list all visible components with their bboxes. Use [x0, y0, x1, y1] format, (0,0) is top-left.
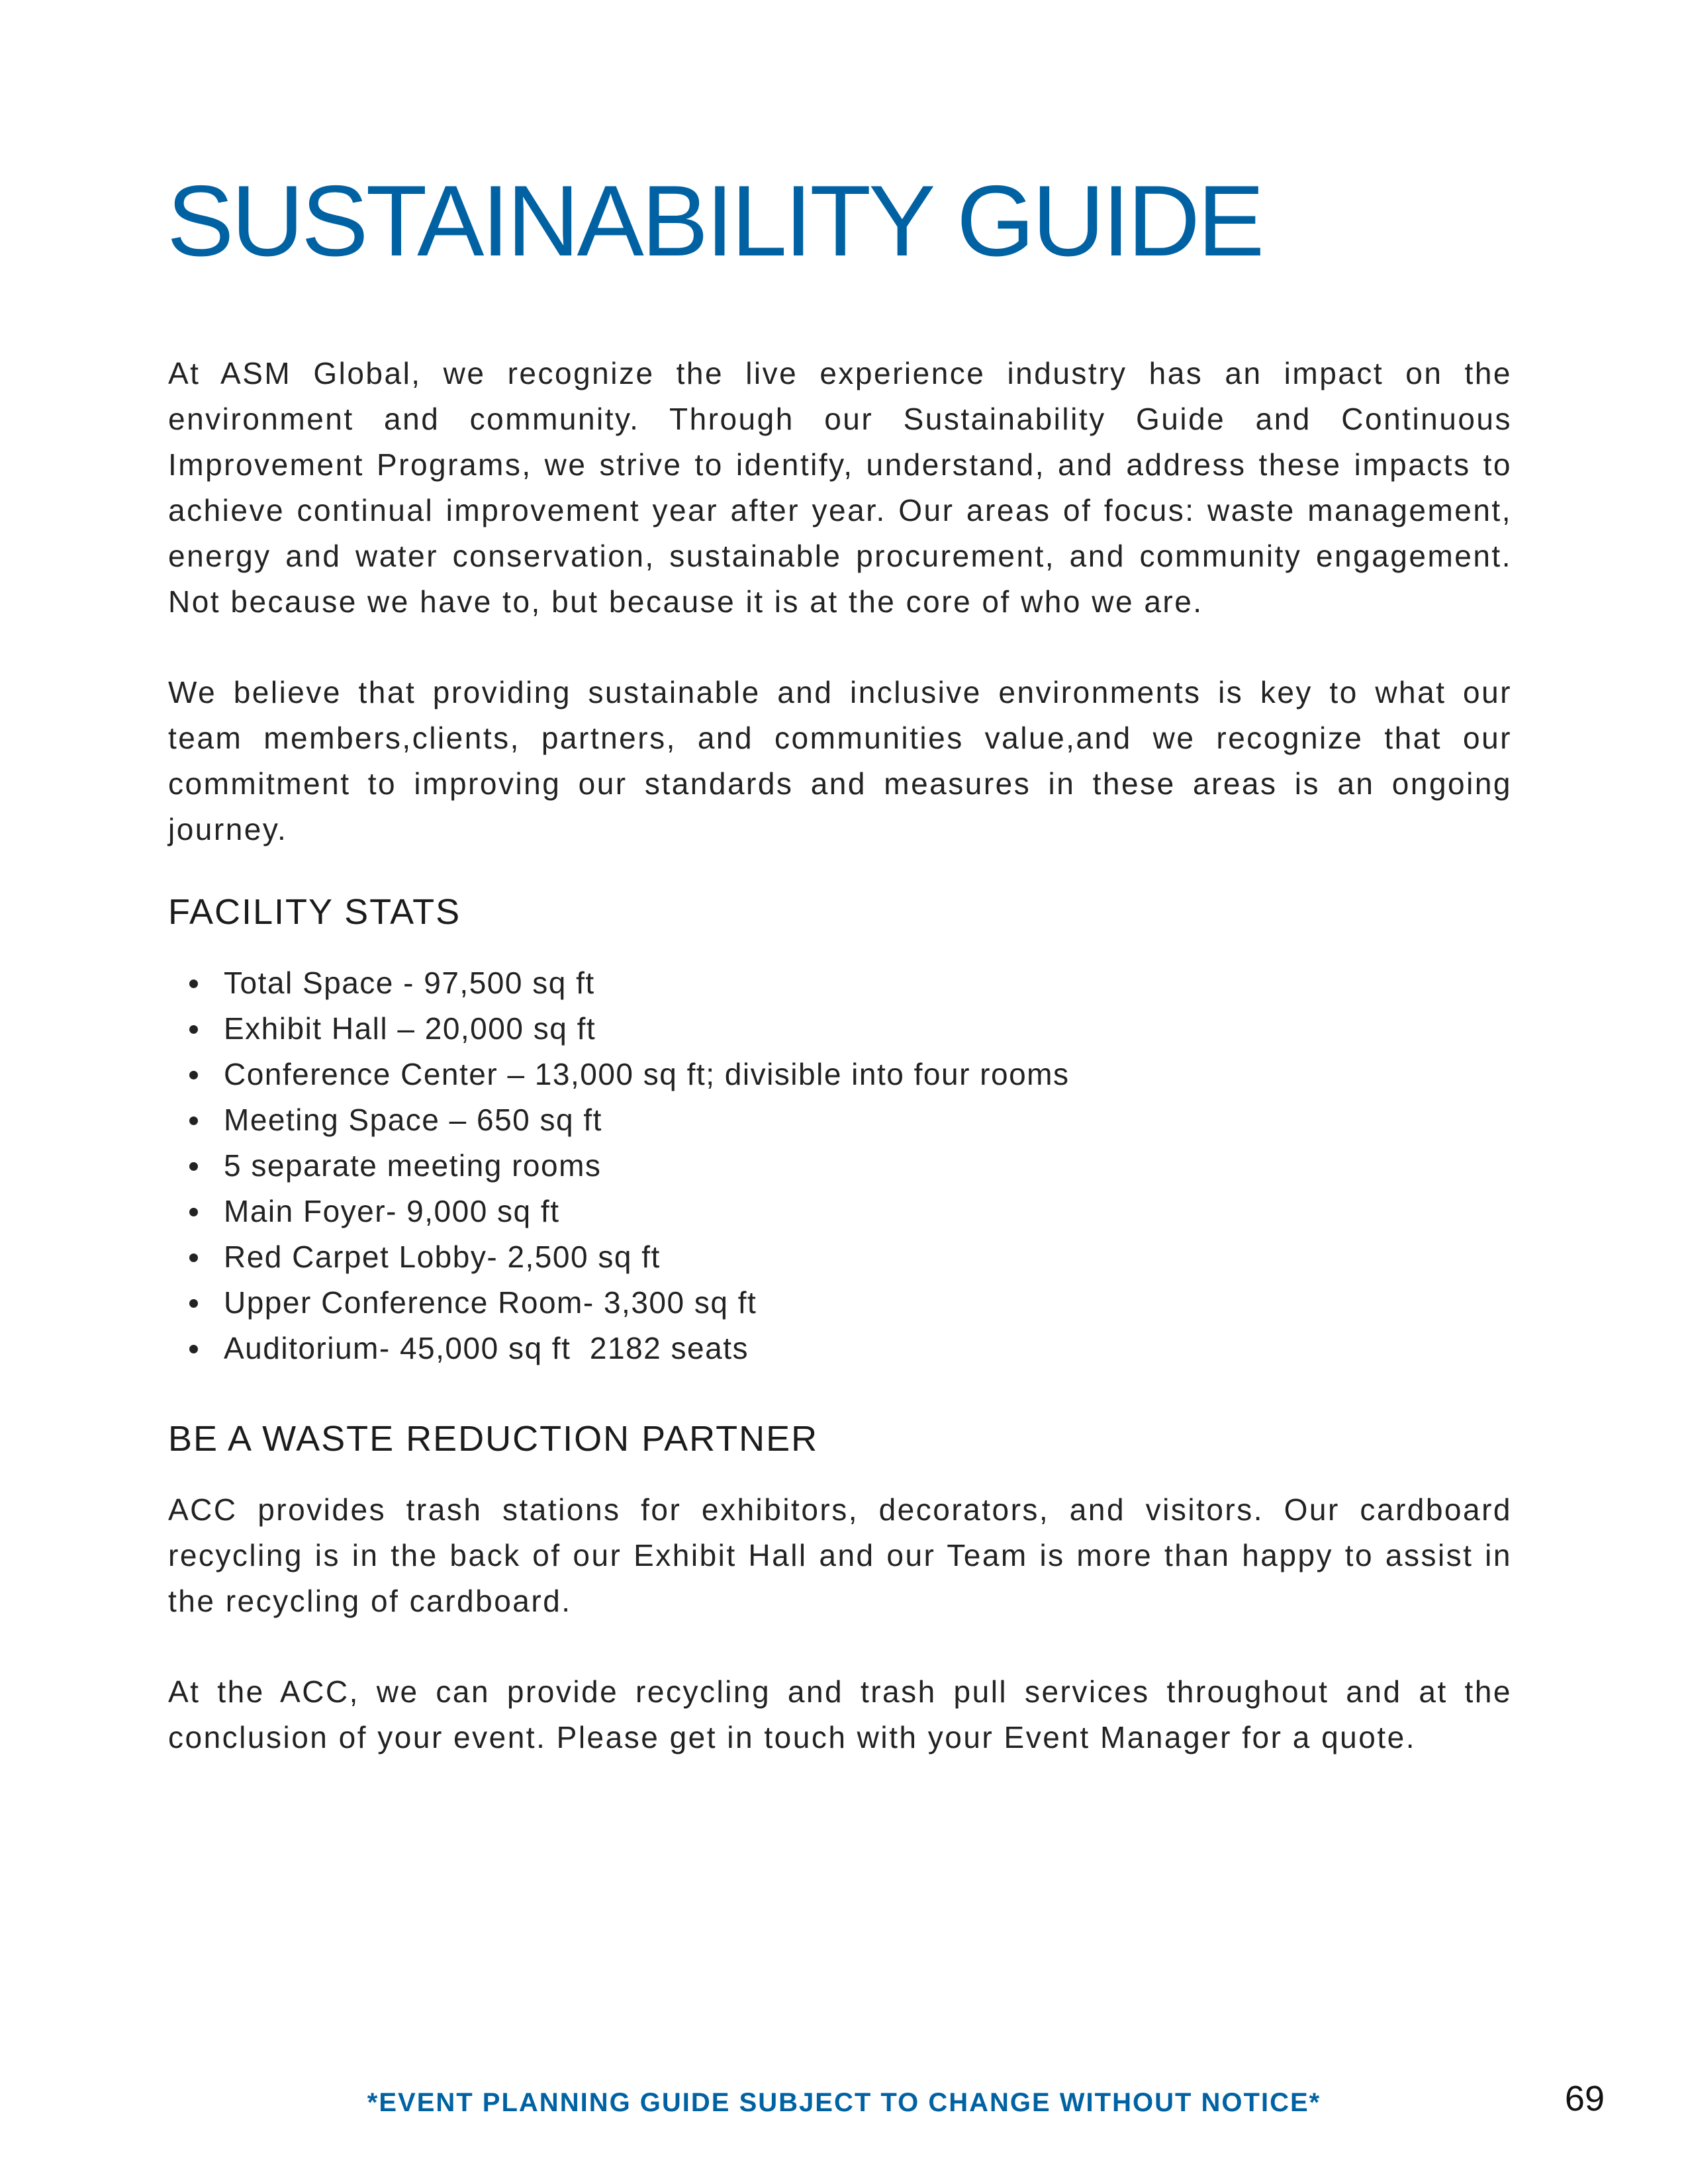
- waste-paragraph: At the ACC, we can provide recycling and trash pull services throughout and at the conclusion of your event. Please get in touch with your Event Manager for a quote.: [168, 1674, 1512, 1754]
- list-item-text: Conference Center – 13,000 sq ft; divisible into four rooms: [224, 1056, 1070, 1091]
- list-item-text: Total Space - 97,500 sq ft: [224, 965, 595, 1000]
- bullet-icon: [189, 1116, 198, 1125]
- page-title: SUSTAINABILITY GUIDE: [167, 165, 1262, 277]
- bullet-icon: [189, 1025, 198, 1034]
- list-item: [168, 1280, 1512, 1326]
- page-number: 69: [1564, 2079, 1605, 2118]
- intro-section: [168, 351, 1512, 852]
- facility-stats-heading: FACILITY STATS: [168, 892, 461, 932]
- bullet-icon: [189, 1208, 198, 1216]
- intro-paragraph: At ASM Global, we recognize the live experience industry has an impact on the environment and community. Through our Sustainability Guide and Continuous Improvement Programs, we strive to identify, understand, and address these impacts to achieve continual improvement year after year. Our areas of focus: waste management, energy and water conservation, sustainable procurement, and community engagement. Not because we have to, but because it is at the core of who we are.: [168, 356, 1512, 619]
- list-item: [168, 960, 1512, 1006]
- bullet-icon: [189, 1071, 198, 1079]
- list-item: [168, 1097, 1512, 1143]
- list-item-text: Main Foyer- 9,000 sq ft: [224, 1193, 560, 1228]
- waste-paragraph: ACC provides trash stations for exhibitors, decorators, and visitors. Our cardboard recycling is in the back of our Exhibit Hall and our Team is more than happy to assist in the recycling of cardboard.: [168, 1492, 1512, 1618]
- page-content: [168, 351, 1512, 1760]
- waste-reduction-heading: BE A WASTE REDUCTION PARTNER: [168, 1418, 819, 1459]
- facility-stats-list: [168, 960, 1512, 1371]
- list-item-text: Auditorium- 45,000 sq ft 2182 seats: [224, 1330, 749, 1365]
- list-item: [168, 1326, 1512, 1371]
- facility-stats-section: [168, 891, 1512, 1371]
- intro-paragraph: We believe that providing sustainable and inclusive environments is key to what our team members,clients, partners, and communities value,and we recognize that our commitment to improving our standards and measures in these areas is an ongoing journey.: [168, 675, 1512, 846]
- list-item-text: Upper Conference Room- 3,300 sq ft: [224, 1285, 757, 1320]
- list-item: [168, 1189, 1512, 1234]
- bullet-icon: [189, 979, 198, 988]
- list-item-text: 5 separate meeting rooms: [224, 1148, 602, 1183]
- list-item: [168, 1234, 1512, 1280]
- footer-disclaimer: *EVENT PLANNING GUIDE SUBJECT TO CHANGE WITHOUT NOTICE*: [367, 2088, 1321, 2117]
- bullet-icon: [189, 1299, 198, 1308]
- list-item-text: Red Carpet Lobby- 2,500 sq ft: [224, 1239, 661, 1274]
- bullet-icon: [189, 1253, 198, 1262]
- list-item-text: Exhibit Hall – 20,000 sq ft: [224, 1011, 596, 1046]
- bullet-icon: [189, 1345, 198, 1353]
- waste-reduction-section: [168, 1418, 1512, 1760]
- list-item: [168, 1006, 1512, 1052]
- list-item: [168, 1052, 1512, 1097]
- list-item: [168, 1143, 1512, 1189]
- list-item-text: Meeting Space – 650 sq ft: [224, 1102, 602, 1137]
- bullet-icon: [189, 1162, 198, 1171]
